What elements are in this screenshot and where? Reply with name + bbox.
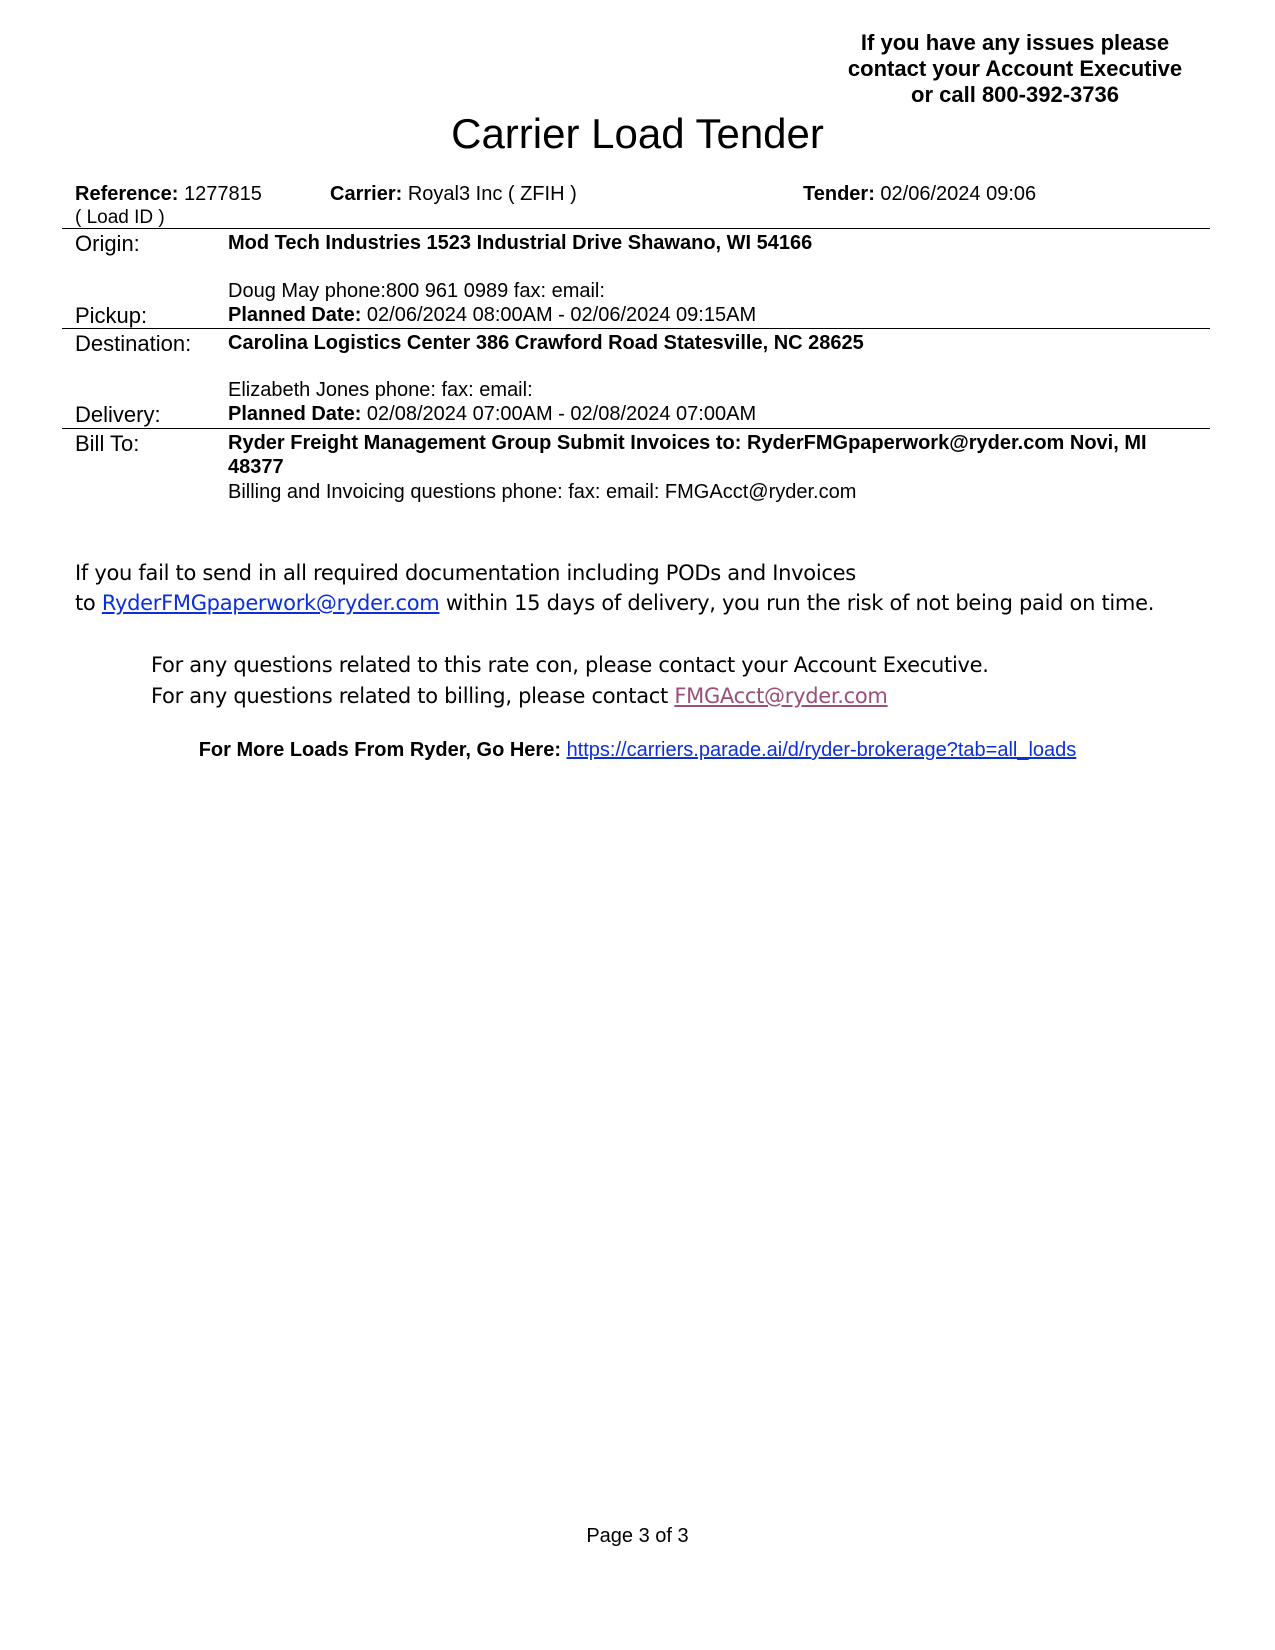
billing-email-link[interactable]: FMGAcct@ryder.com: [674, 684, 888, 708]
carrier-label: Carrier:: [330, 183, 403, 205]
bill-to-line1: Ryder Freight Management Group Submit Invoices to: RyderFMGpaperwork@ryder.com Novi, MI: [228, 432, 1147, 454]
reference-sub: ( Load ID ): [75, 207, 165, 228]
billing-questions-prefix: For any questions related to billing, please contact: [151, 684, 675, 708]
bill-to-line2: 48377: [228, 456, 284, 478]
destination-address: Carolina Logistics Center 386 Crawford Road Statesville, NC 28625: [228, 332, 864, 354]
bill-to-questions: Billing and Invoicing questions phone: fax: email: FMGAcct@ryder.com: [228, 481, 857, 503]
delivery-planned-date: [228, 402, 756, 426]
pickup-planned-label: Planned Date:: [228, 304, 362, 326]
more-loads: [0, 738, 1275, 762]
pickup-label: Pickup:: [75, 303, 148, 328]
contact-notice-line1: If you have any issues please: [860, 30, 1170, 55]
destination-contact: Elizabeth Jones phone: fax: email:: [228, 379, 533, 401]
page-number: Page 3 of 3: [586, 1525, 689, 1547]
origin-label: Origin:: [75, 231, 140, 256]
divider: [62, 428, 1210, 429]
reference-field: [75, 182, 262, 206]
notice-prefix: to: [75, 591, 102, 615]
billing-questions: [151, 681, 888, 711]
pickup-planned-date: [228, 303, 756, 327]
notice-suffix: within 15 days of delivery, you run the risk of not being paid on time.: [439, 591, 1155, 615]
delivery-label: Delivery:: [75, 402, 161, 427]
more-loads-link[interactable]: https://carriers.parade.ai/d/ryder-brokerage?tab=all_loads: [566, 739, 1077, 761]
page-title: Carrier Load Tender: [451, 110, 824, 157]
contact-notice: [800, 30, 1230, 108]
delivery-planned-label: Planned Date:: [228, 403, 362, 425]
divider: [62, 328, 1210, 329]
tender-value: 02/06/2024 09:06: [880, 183, 1037, 205]
origin-address: Mod Tech Industries 1523 Industrial Drive Shawano, WI 54166: [228, 232, 813, 254]
contact-notice-line3: or call 800-392-3736: [911, 82, 1119, 107]
paperwork-email-link[interactable]: RyderFMGpaperwork@ryder.com: [101, 591, 440, 615]
delivery-planned-value: 02/08/2024 07:00AM - 02/08/2024 07:00AM: [366, 403, 757, 425]
rate-con-questions: For any questions related to this rate con, please contact your Account Executive.: [151, 653, 989, 677]
reference-value: 1277815: [183, 183, 262, 205]
tender-label: Tender:: [803, 183, 875, 205]
reference-label: Reference:: [75, 183, 179, 205]
divider: [62, 228, 1210, 229]
carrier-field: [330, 182, 577, 206]
more-loads-label: For More Loads From Ryder, Go Here:: [198, 739, 561, 761]
tender-field: [803, 182, 1036, 206]
documentation-notice-line2: [75, 588, 1154, 618]
documentation-notice-line1: If you fail to send in all required documentation including PODs and Invoices: [75, 561, 856, 585]
contact-notice-line2: contact your Account Executive: [847, 56, 1183, 81]
destination-label: Destination:: [75, 331, 192, 356]
bill-to-label: Bill To:: [75, 431, 140, 456]
origin-contact: Doug May phone:800 961 0989 fax: email:: [228, 280, 605, 302]
carrier-value: Royal3 Inc ( ZFIH ): [407, 183, 577, 205]
pickup-planned-value: 02/06/2024 08:00AM - 02/06/2024 09:15AM: [366, 304, 757, 326]
